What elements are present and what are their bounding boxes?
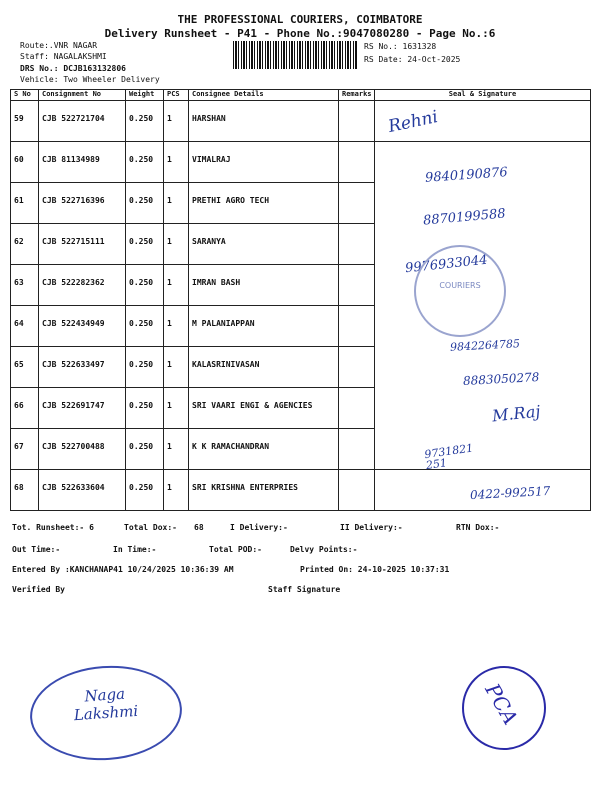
verified-by: Verified By (12, 585, 65, 594)
row-consignee: KALASRINIVASAN (189, 347, 339, 388)
row-remarks (339, 142, 375, 183)
row-signature (375, 388, 591, 429)
row-pcs: 1 (164, 388, 189, 429)
row-consignee: IMRAN BASH (189, 265, 339, 306)
row-consignee: PRETHI AGRO TECH (189, 183, 339, 224)
col-pcs: PCS (164, 90, 189, 101)
barcode (233, 41, 357, 69)
row-consignee: K K RAMACHANDRAN (189, 429, 339, 470)
verified-note: Naga Lakshmi (73, 684, 139, 725)
row-consignment: CJB 522721704 (39, 101, 126, 142)
row-sno: 59 (11, 101, 39, 142)
row-pcs: 1 (164, 470, 189, 511)
row-weight: 0.250 (126, 224, 164, 265)
col-remarks: Remarks (339, 90, 375, 101)
drs-number: DRS No.: DCJB163132806 (20, 64, 126, 73)
row-remarks (339, 388, 375, 429)
row-sno: 63 (11, 265, 39, 306)
row-weight: 0.250 (126, 265, 164, 306)
pca-stamp (462, 666, 546, 750)
row-consignment: CJB 522633497 (39, 347, 126, 388)
row-sno: 64 (11, 306, 39, 347)
row-consignee: SARANYA (189, 224, 339, 265)
company-title: THE PROFESSIONAL COURIERS, COIMBATORE (177, 13, 423, 26)
entered-by: Entered By :KANCHANAP41 10/24/2025 10:36:39 AM (12, 565, 234, 574)
rs-number: RS No.: 1631328 (364, 42, 437, 51)
row-sno: 65 (11, 347, 39, 388)
row-pcs: 1 (164, 101, 189, 142)
row-consignee: M PALANIAPPAN (189, 306, 339, 347)
verified-oval (27, 661, 185, 765)
row-consignment: CJB 522282362 (39, 265, 126, 306)
row-consignment: CJB 522691747 (39, 388, 126, 429)
phone-60: 9840190876 (424, 165, 509, 186)
row-consignment: CJB 81134989 (39, 142, 126, 183)
row-remarks (339, 306, 375, 347)
row-sno: 68 (11, 470, 39, 511)
row-sno: 66 (11, 388, 39, 429)
tot-runsheet: Tot. Runsheet:- 6 (12, 523, 94, 532)
row-consignment: CJB 522633604 (39, 470, 126, 511)
row-remarks (339, 183, 375, 224)
row-weight: 0.250 (126, 347, 164, 388)
row-consignee: SRI VAARI ENGI & AGENCIES (189, 388, 339, 429)
row-sno: 61 (11, 183, 39, 224)
vehicle-label: Vehicle: Two Wheeler Delivery (20, 75, 160, 84)
total-dox-label: Total Dox:- (124, 523, 177, 532)
row-pcs: 1 (164, 183, 189, 224)
i-delivery: I Delivery:- (230, 523, 288, 532)
phone-61: 8870199588 (422, 206, 507, 229)
table-header-row (11, 90, 591, 101)
row-consignment: CJB 522716396 (39, 183, 126, 224)
row-remarks (339, 347, 375, 388)
row-consignment: CJB 522434949 (39, 306, 126, 347)
pca-stamp-text: PCA (480, 679, 523, 729)
phone-68: 0422-992517 (469, 483, 551, 503)
route-label: Route:.VNR NAGAR (20, 41, 98, 50)
row-weight: 0.250 (126, 142, 164, 183)
phone-65: 8883050278 (462, 370, 540, 388)
row-sno: 67 (11, 429, 39, 470)
printed-on: Printed On: 24-10-2025 10:37:31 (300, 565, 450, 574)
row-weight: 0.250 (126, 470, 164, 511)
row-weight: 0.250 (126, 429, 164, 470)
row-pcs: 1 (164, 265, 189, 306)
row-pcs: 1 (164, 142, 189, 183)
row-weight: 0.250 (126, 101, 164, 142)
col-weight: Weight (126, 90, 164, 101)
col-seal-signature: Seal & Signature (375, 90, 591, 101)
table-row (11, 101, 591, 142)
row-remarks (339, 429, 375, 470)
col-sno: S No (11, 90, 39, 101)
row-weight: 0.250 (126, 306, 164, 347)
delvy-points: Delvy Points:- (290, 545, 358, 554)
in-time: In Time:- (113, 545, 157, 554)
row-sno: 62 (11, 224, 39, 265)
row-remarks (339, 265, 375, 306)
col-consignment: Consignment No (39, 90, 126, 101)
row-consignee: VIMALRAJ (189, 142, 339, 183)
total-pod: Total POD:- (209, 545, 262, 554)
row-pcs: 1 (164, 306, 189, 347)
row-consignment: CJB 522700488 (39, 429, 126, 470)
row-pcs: 1 (164, 429, 189, 470)
row-consignment: CJB 522715111 (39, 224, 126, 265)
row-pcs: 1 (164, 347, 189, 388)
rs-date: RS Date: 24-Oct-2025 (364, 55, 461, 64)
table-row (11, 224, 591, 265)
staff-signature: Staff Signature (268, 585, 341, 594)
out-time: Out Time:- (12, 545, 61, 554)
col-consignee: Consignee Details (189, 90, 339, 101)
stamp-text: COURIERS (439, 281, 481, 290)
row-consignee: SRI KRISHNA ENTERPRIES (189, 470, 339, 511)
staff-label: Staff: NAGALAKSHMI (20, 52, 107, 61)
row-remarks (339, 470, 375, 511)
row-sno: 60 (11, 142, 39, 183)
row-consignee: HARSHAN (189, 101, 339, 142)
signature-59: Rehni (386, 106, 440, 138)
row-weight: 0.250 (126, 388, 164, 429)
phone-62: 9976933044 (404, 252, 489, 277)
ii-delivery: II Delivery:- (340, 523, 403, 532)
row-remarks (339, 101, 375, 142)
phone-67: 9731821 251 (423, 441, 474, 473)
row-weight: 0.250 (126, 183, 164, 224)
total-dox-value: 68 (194, 523, 204, 532)
table-row (11, 429, 591, 470)
runsheet-subtitle: Delivery Runsheet - P41 - Phone No.:9047080280 - Page No.:6 (104, 27, 496, 40)
phone-64: 9842264785 (449, 337, 521, 354)
rtn-dox: RTN Dox:- (456, 523, 500, 532)
row-pcs: 1 (164, 224, 189, 265)
company-stamp (414, 245, 506, 337)
row-remarks (339, 224, 375, 265)
signature-66: M.Raj (491, 401, 542, 426)
